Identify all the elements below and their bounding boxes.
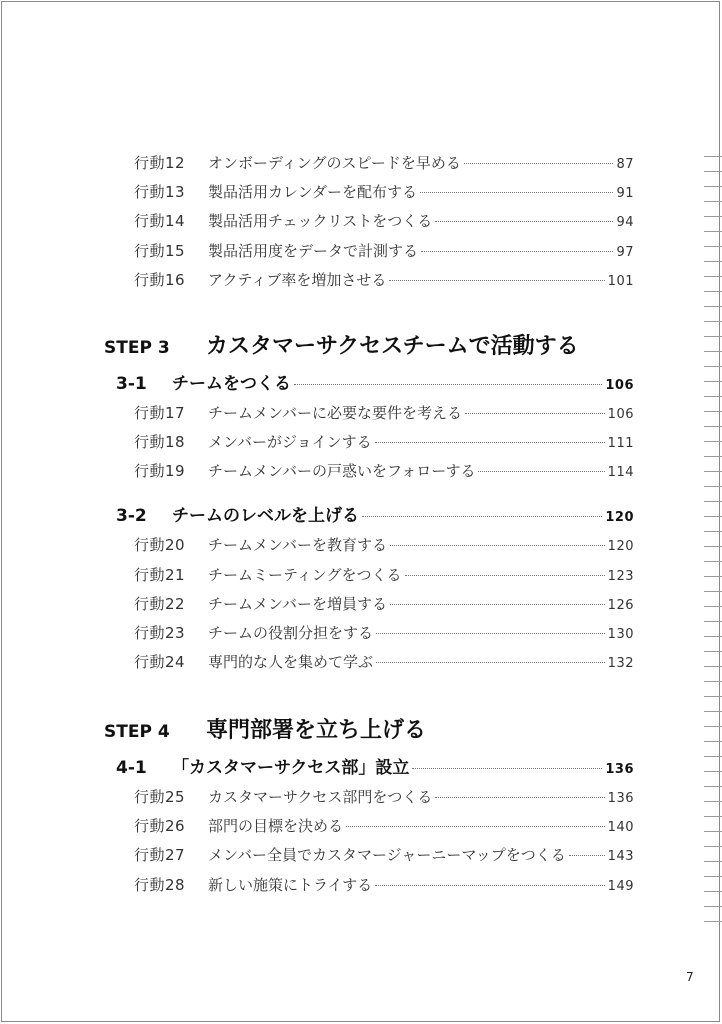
leader-dots (294, 384, 602, 385)
leader-dots (435, 221, 613, 222)
page-ref: 130 (607, 627, 634, 642)
page-ref: 136 (605, 762, 634, 777)
action-title: チームメンバーを教育する (208, 536, 387, 555)
action-number: 行動13 (134, 183, 186, 202)
action-number: 行動28 (134, 875, 186, 894)
leader-dots (420, 192, 613, 193)
action-title: 製品活用チェックリストをつくる (208, 212, 433, 231)
page-ref: 126 (607, 597, 634, 613)
toc-action-row (134, 593, 634, 614)
action-title: 製品活用度をデータで計測する (208, 241, 419, 260)
section-number: 3-2 (116, 506, 147, 527)
leader-dots (375, 885, 605, 886)
page-ref: 149 (607, 878, 634, 894)
leader-dots (376, 662, 605, 663)
page-ref: 143 (607, 849, 634, 865)
page-ref: 94 (616, 215, 634, 231)
page-number: 7 (686, 970, 694, 984)
action-number: 行動26 (134, 817, 186, 836)
action-number: 行動16 (134, 270, 186, 289)
action-number: 行動19 (134, 462, 186, 481)
section-title: チームのレベルを上げる (172, 506, 359, 527)
leader-dots (390, 545, 605, 546)
page-ref: 120 (607, 539, 634, 555)
section-title: チームをつくる (172, 374, 291, 394)
page-ref: 123 (607, 568, 634, 584)
action-title: チームメンバーを増員する (208, 594, 387, 613)
page-ref: 114 (607, 465, 634, 481)
action-title: メンバー全員でカスタマージャーニーマップをつくる (208, 846, 566, 865)
leader-dots (375, 442, 605, 443)
action-number: 行動22 (134, 594, 186, 613)
page-ref: 136 (607, 791, 634, 806)
toc-action-row (134, 152, 634, 173)
action-title: 製品活用カレンダーを配布する (208, 183, 418, 202)
leader-dots (465, 413, 605, 414)
toc-action-row (134, 874, 634, 895)
action-title: カスタマーサクセス部門をつくる (208, 788, 433, 806)
toc-section-row (116, 501, 634, 526)
page-ref: 111 (607, 436, 634, 452)
action-title: チームミーティングをつくる (208, 565, 402, 584)
action-number: 行動21 (134, 565, 186, 584)
action-number: 行動27 (134, 846, 186, 865)
section-number: 4-1 (116, 758, 147, 778)
toc-section-row (116, 369, 634, 394)
action-title: 専門的な人を集めて学ぶ (208, 653, 374, 672)
toc-action-row (134, 240, 634, 261)
action-number: 行動17 (134, 404, 186, 422)
toc-action-row (134, 402, 634, 423)
step-title: カスタマーサクセスチームで活動する (206, 334, 579, 359)
toc-action-row (134, 210, 634, 231)
step-label: STEP 4 (104, 722, 170, 742)
leader-dots (435, 797, 604, 798)
action-title: アクティブ率を増加させる (208, 270, 387, 289)
action-number: 行動24 (134, 653, 186, 672)
leader-dots (478, 471, 604, 472)
toc-action-row (134, 534, 634, 555)
action-number: 行動25 (134, 788, 186, 806)
action-number: 行動12 (134, 154, 186, 172)
step-title: 専門部署を立ち上げる (206, 718, 427, 743)
page-ref: 120 (605, 510, 634, 526)
page-ref: 106 (607, 407, 634, 422)
toc-section-row (116, 753, 634, 778)
action-title: チームの役割分担をする (208, 624, 374, 642)
toc-action-row (134, 815, 634, 836)
leader-dots (389, 280, 604, 281)
section-title: 「カスタマーサクセス部」設立 (172, 758, 410, 778)
action-number: 行動18 (134, 433, 186, 452)
leader-dots (421, 251, 613, 252)
toc-action-row (134, 786, 634, 807)
page-ref: 87 (616, 157, 634, 172)
toc-action-row (134, 269, 634, 290)
leader-dots (405, 575, 605, 576)
leader-dots (346, 826, 605, 827)
action-title: オンボーディングのスピードを早める (208, 154, 461, 172)
toc-action-row (134, 622, 634, 643)
action-title: チームメンバーに必要な要件を考える (208, 404, 462, 422)
page-ref: 140 (607, 820, 634, 836)
page-ref: 91 (616, 186, 634, 202)
leader-dots (412, 768, 602, 769)
page-ref: 106 (605, 378, 634, 393)
action-number: 行動23 (134, 624, 186, 642)
action-number: 行動14 (134, 212, 186, 231)
action-title: 新しい施策にトライする (208, 875, 373, 894)
leader-dots (390, 604, 605, 605)
action-title: メンバーがジョインする (208, 433, 372, 452)
leader-dots (464, 163, 614, 164)
page-ref: 97 (616, 244, 634, 260)
toc-action-row (134, 431, 634, 452)
toc-action-row (134, 651, 634, 672)
action-number: 行動20 (134, 536, 186, 555)
action-title: チームメンバーの戸惑いをフォローする (208, 462, 476, 481)
action-number: 行動15 (134, 241, 186, 260)
toc-action-row (134, 460, 634, 481)
toc-action-row (134, 564, 634, 585)
leader-dots (569, 855, 605, 856)
leader-dots (376, 633, 605, 634)
page-ref: 132 (607, 656, 634, 672)
toc-action-row (134, 181, 634, 202)
section-number: 3-1 (116, 374, 147, 394)
step-heading (104, 713, 426, 744)
action-title: 部門の目標を決める (208, 817, 344, 836)
leader-dots (362, 516, 602, 517)
toc-action-row (134, 844, 634, 865)
step-label: STEP 3 (104, 338, 170, 358)
page-ref: 101 (607, 273, 634, 289)
step-heading (104, 329, 579, 360)
